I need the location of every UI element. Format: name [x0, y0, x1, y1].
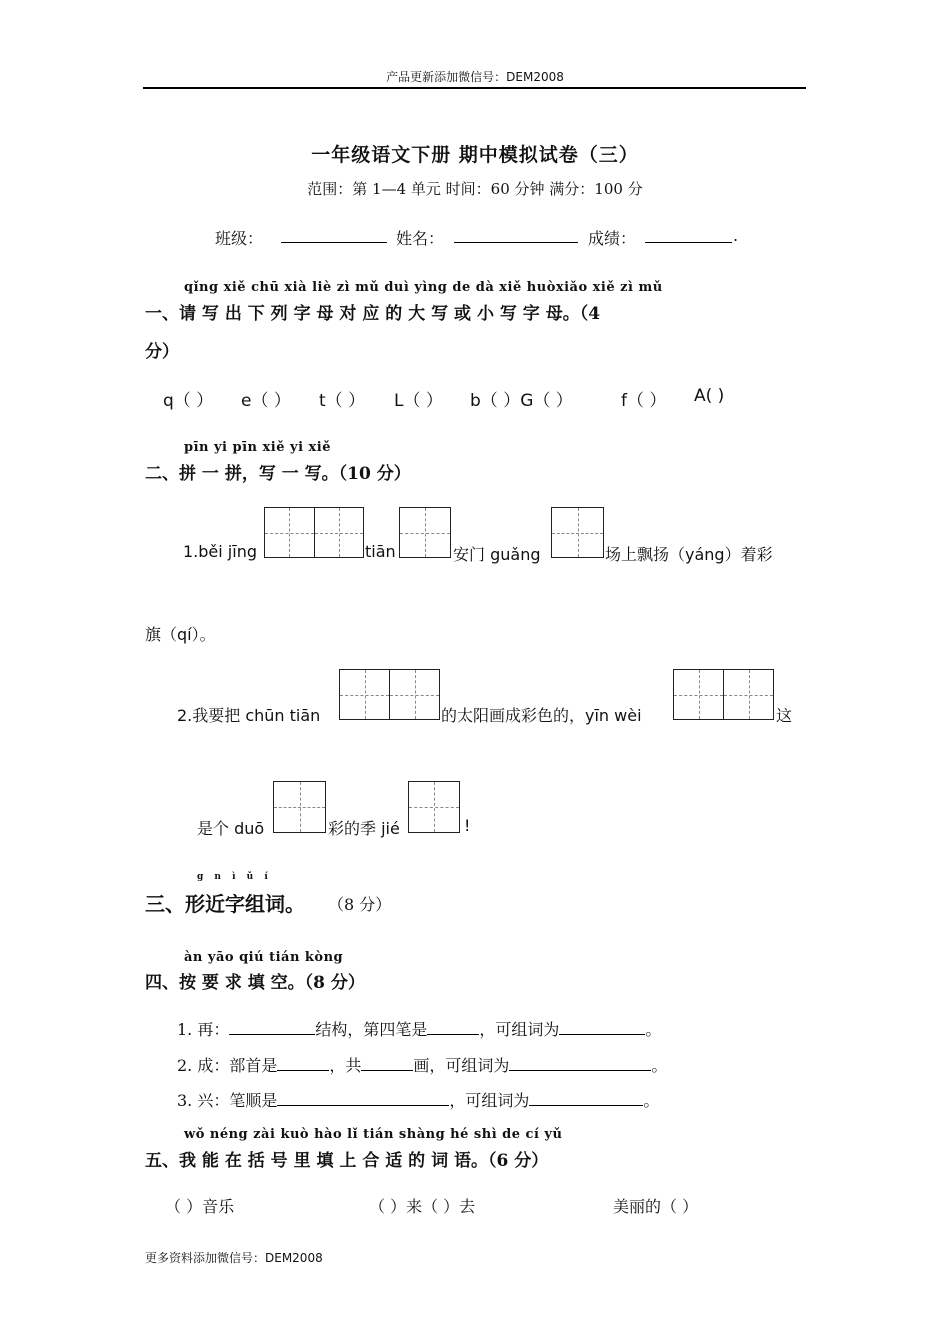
class-blank[interactable]: [281, 226, 387, 247]
s2-q2-part-e: 彩的季 jié: [328, 819, 400, 838]
s4-l2-d: 。: [651, 1056, 668, 1075]
writing-grid-tian[interactable]: [399, 507, 451, 558]
blank-structure[interactable]: [229, 1020, 315, 1035]
letter-f[interactable]: f（ ）: [621, 391, 667, 411]
writing-grid-guang[interactable]: [551, 507, 604, 558]
s2-q2-part-b: 的太阳画成彩色的，yīn wèi: [441, 706, 642, 725]
blank-word-1[interactable]: [559, 1020, 645, 1035]
s4-l1-a: 1. 再：: [177, 1020, 230, 1039]
s2-q2-part-c: 这: [776, 706, 793, 725]
s2-pinyin: pīn yi pīn xiě yi xiě: [184, 440, 331, 455]
s2-q1-part-a: 1.běi jīng: [183, 542, 257, 561]
s2-q2-part-f: !: [464, 816, 471, 835]
s5-item-beautiful[interactable]: 美丽的（ ）: [613, 1197, 699, 1216]
s4-line-1: [177, 1017, 661, 1040]
s2-q2-part-d: 是个 duō: [197, 819, 265, 838]
s4-line-2: [177, 1053, 667, 1076]
letter-L[interactable]: L（ ）: [394, 391, 443, 411]
info-end: .: [733, 226, 739, 245]
s4-l2-b: ，共: [329, 1056, 362, 1075]
score-blank[interactable]: [645, 226, 732, 247]
blank-radical[interactable]: [277, 1056, 329, 1071]
name-label: 姓名：: [396, 229, 445, 248]
s4-pinyin: àn yāo qiú tián kòng: [184, 950, 344, 965]
blank-word-2[interactable]: [509, 1056, 651, 1071]
letter-b-G[interactable]: b（ ）G（ ）: [470, 391, 573, 411]
letter-A[interactable]: A( ): [694, 386, 725, 406]
s5-pinyin: wǒ néng zài kuò hào lǐ tián shàng hé shì de cí yǔ: [184, 1127, 563, 1142]
exam-meta: 范围：第 1—4 单元 时间：60 分钟 满分：100 分: [307, 180, 643, 198]
s2-q1-part-c: 安门 guǎng: [453, 545, 541, 564]
s4-l1-d: 。: [645, 1020, 662, 1039]
class-label: 班级：: [215, 229, 264, 248]
s4-l2-c: 画，可组词为: [413, 1056, 510, 1075]
s4-title: 四、按 要 求 填 空。（8 分）: [145, 973, 365, 993]
blank-fourth-stroke[interactable]: [427, 1020, 479, 1035]
score-label: 成绩：: [588, 229, 637, 248]
s2-title: 二、拼 一 拼，写 一 写。（10 分）: [145, 464, 411, 484]
writing-grid-chuntian[interactable]: [339, 669, 440, 720]
exam-title: 一年级语文下册 期中模拟试卷（三）: [311, 144, 639, 166]
writing-grid-yinwei[interactable]: [673, 669, 774, 720]
letter-q[interactable]: q（ ）: [163, 391, 214, 411]
s3-score: （8 分）: [328, 895, 392, 914]
page-header: 产品更新添加微信号：DEM2008: [386, 70, 564, 84]
s2-q1-part-b: tiān: [365, 542, 396, 561]
s2-q2-part-a: 2.我要把 chūn tiān: [177, 706, 321, 725]
writing-grid-duo[interactable]: [273, 781, 326, 833]
s4-l2-a: 2. 成：部首是: [177, 1056, 278, 1075]
letter-t[interactable]: t（ ）: [319, 391, 366, 411]
s2-q1-part-d: 场上飘扬（yáng）着彩: [605, 545, 773, 564]
blank-word-3[interactable]: [529, 1091, 643, 1106]
name-blank[interactable]: [454, 226, 578, 247]
s4-l1-c: ，可组词为: [479, 1020, 560, 1039]
s4-l3-a: 3. 兴：笔顺是: [177, 1091, 278, 1110]
blank-stroke-order[interactable]: [277, 1091, 449, 1106]
s5-title: 五、我 能 在 括 号 里 填 上 合 适 的 词 语。（6 分）: [145, 1151, 549, 1171]
s4-l1-b: 结构，第四笔是: [315, 1020, 428, 1039]
s1-title: 一、请 写 出 下 列 字 母 对 应 的 大 写 或 小 写 字 母。（4: [145, 304, 601, 324]
s1-pinyin: qǐng xiě chū xià liè zì mǔ duì yìng de dà xiě huòxiǎo xiě zì mǔ: [184, 280, 663, 295]
header-rule: [143, 87, 806, 89]
blank-stroke-count[interactable]: [361, 1056, 413, 1071]
s5-item-come-go[interactable]: （ ）来（ ）去: [369, 1197, 476, 1216]
s5-item-music[interactable]: （ ）音乐: [165, 1197, 235, 1216]
writing-grid-jie[interactable]: [408, 781, 460, 833]
page-footer: 更多资料添加微信号：DEM2008: [145, 1251, 323, 1265]
s4-l3-b: ，可组词为: [449, 1091, 530, 1110]
writing-grid-beijing[interactable]: [264, 507, 364, 558]
s3-title: 三、形近字组词。: [145, 892, 305, 916]
s2-q1-part-e: 旗（qí）。: [145, 625, 216, 644]
s1-title-cont: 分）: [145, 342, 179, 362]
letter-e[interactable]: e（ ）: [241, 391, 291, 411]
s4-line-3: [177, 1088, 659, 1111]
s3-pinyin: g n ì ǔ í: [197, 872, 272, 882]
class-field: [215, 226, 263, 249]
s4-l3-c: 。: [643, 1091, 660, 1110]
